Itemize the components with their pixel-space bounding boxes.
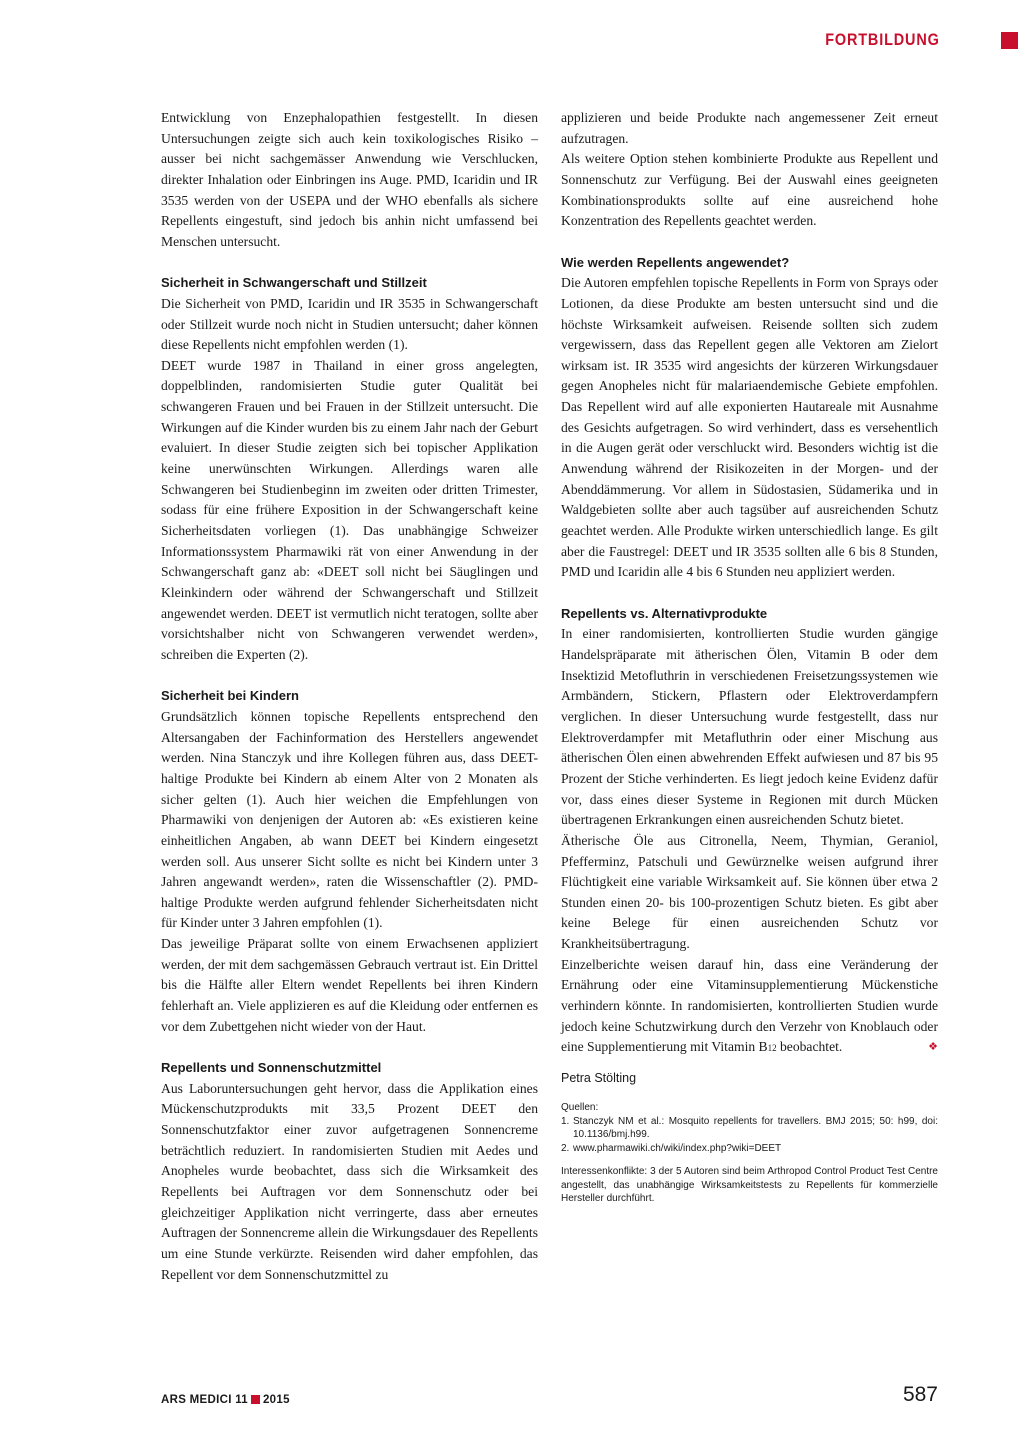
- heading-kinder: Sicherheit bei Kindern: [161, 688, 299, 704]
- references: [561, 1101, 938, 1155]
- reference-text: Stanczyk NM et al.: Mosquito repellents for travellers. BMJ 2015; 50: h99, doi: 10.1136/bmj.h99.: [573, 1115, 938, 1141]
- references-heading: Quellen:: [561, 1102, 599, 1114]
- paragraph-schwangerschaft-2: DEET wurde 1987 in Thailand in einer gross angelegten, doppelblinden, randomisierten Studie guter Qualität bei schwangeren Frauen und bei Frauen in der Stillzeit untersucht. Die Wirkungen auf die Kinder wurden bis zu einem Jahr nach der Geburt evaluiert. In dieser Studie zeigten sich bei topischer Applikation keine unerwünschten Wirkungen. Allerdings waren alle Schwangeren bei Studienbeginn im zweiten oder dritten Trimester, sodass für eine frühere Exposition in der Schwangerschaft keine Sicherheitsdaten vorliegen (1). Das unabhängige Schweizer Informationssystem Pharmawiki rät von einer Anwendung in der Schwangerschaft ganz ab: «DEET soll nicht bei Säuglingen und Kleinkindern oder während der Schwangerschaft und Stillzeit angewendet werden. DEET ist vermutlich nicht teratogen, sollte aber vorsichtshalber nicht von Schwangeren verwendet werden», schreiben die Experten (2).: [161, 357, 538, 662]
- footer-square-icon: [251, 1395, 260, 1404]
- journal-year: 2015: [262, 1394, 290, 1406]
- heading-alternativprodukte: Repellents vs. Alternativprodukte: [561, 605, 768, 621]
- paragraph-kombiprodukte: Als weitere Option stehen kombinierte Produkte aus Repellent und Sonnenschutz zur Verfügung. Bei der Auswahl eines geeigneten Kombinationsprodukts sollte auf eine ausreichend hohe Konzentration des Repellents geachtet werden.: [561, 151, 938, 229]
- references-list: [561, 1115, 938, 1156]
- author-name: Petra Stölting: [561, 1071, 637, 1086]
- reference-item: [561, 1115, 938, 1142]
- right-column: [561, 108, 938, 1206]
- heading-schwangerschaft: Sicherheit in Schwangerschaft und Stillzeit: [161, 275, 427, 291]
- reference-number: 1.: [561, 1115, 570, 1127]
- section-marker: [1001, 32, 1018, 49]
- vitamin-label: Vitamin B: [711, 1039, 768, 1055]
- section-label: FORTBILDUNG: [825, 30, 940, 49]
- paragraph-alternativ-3-text: Einzelberichte weisen darauf hin, dass eine Veränderung der Ernährung oder eine Vitaminsupplementierung Mückenstiche verhindern könnte. In randomisierten, kontrollierten Studien wurde jedoch keine Schutzwirkung durch den Verzehr von Knoblauch oder eine Supplementierung mit: [561, 956, 938, 1055]
- end-of-article-icon: ❖: [928, 1041, 938, 1054]
- reference-item: [561, 1142, 938, 1156]
- paragraph-sonnenschutz: Aus Laboruntersuchungen geht hervor, dass die Applikation eines Mückenschutzprodukts mit 33,5 Prozent DEET den Sonnenschutzfaktor einer zuvor aufgetragenen Sonnencreme beträchtlich reduziert. In randomisierten Studien mit Aedes und Anopheles wurde beobachtet, dass sich die Wirksamkeit des Repellents bei Auftragen vor dem Sonnenschutz oder bei gleichzeitiger Applikation nicht verringerte, dass aber erneutes Auftragen der Sonnencreme allein die Wirkungsdauer des Repellents um eine Stunde verkürzte. Reisenden wird daher empfohlen, das Repellent vor dem Sonnenschutzmittel zu: [161, 1080, 538, 1282]
- paragraph-kinder-1: Grundsätzlich können topische Repellents entsprechend den Altersangaben der Fachinformation des Herstellers angewendet werden. Nina Stanczyk und ihre Kollegen führen aus, dass DEET-haltige Produkte bei Kindern ab einem Alter von 2 Monaten als sicher gelten (1). Auch hier weichen die Empfehlungen von Pharmawiki von denjenigen der Autoren ab: «Es existieren keine einheitlichen Angaben, ab wann DEET bei Kindern eingesetzt werden soll. Aus unserer Sicht sollte es nicht bei Kindern unter 3 Jahren angewandt werden», raten die Wissenschaftler (2). PMD-haltige Produkte werden aufgrund fehlender Sicherheitsdaten nicht für Kinder unter 3 Jahren empfohlen (1).: [161, 708, 538, 931]
- paragraph-kinder-2: Das jeweilige Präparat sollte von einem Erwachsenen appliziert werden, der mit dem sachgemässen Gebrauch vertraut ist. Ein Drittel bis die Hälfte aller Eltern wendet Repellents bei ihren Kindern fehlerhaft an. Viele applizieren es auf die Kleidung oder entfernen es vor dem Zubettgehen nicht wieder von der Haut.: [161, 936, 538, 1034]
- journal-name: ARS MEDICI 11: [161, 1394, 248, 1406]
- paragraph-schwangerschaft-1: Die Sicherheit von PMD, Icaridin und IR 3535 in Schwangerschaft oder Stillzeit wurde noch nicht in Studien untersucht; daher können diese Repellents nicht empfohlen werden (1).: [161, 295, 538, 353]
- paragraph-alternativ-1: In einer randomisierten, kontrollierten Studie wurden gängige Handelspräparate mit ätherischen Ölen, Vitamin B oder dem Insektizid Metofluthrin in verschiedenen Freisetzungssystemen wie Armbändern, Stickern, Pflastern oder Elektroverdampfern verglichen. In dieser Untersuchung wurde festgestellt, dass nur Elektroverdampfer mit Metafluthrin oder einer Mischung aus ätherischen Ölen einen abwehrenden Effekt aufwiesen und 87 bis 95 Prozent der Stiche verhinderten. Es liegt jedoch keine Evidenz dafür vor, dass eines dieser Systeme in Regionen mit durch Mücken übertragenen Erkrankungen einen ausreichenden Schutz bietet.: [561, 626, 938, 828]
- heading-anwendung: Wie werden Repellents angewendet?: [561, 254, 790, 270]
- paragraph-anwendung: Die Autoren empfehlen topische Repellents in Form von Sprays oder Lotionen, da diese Produkte am besten untersucht sind und die höchste Wirksamkeit aufweisen. Reisende sollten sich zudem vergewissern, dass das Repellent gegen alle Vektoren am Zielort wirksam ist. IR 3535 wird angesichts der kürzeren Wirkungsdauer gegen Anopheles nicht für malariaendemische Gebiete empfohlen. Das Repellent wird auf alle exponierten Hautareale mit Ausnahme des Gesichts aufgetragen. So wird verhindert, dass es versehentlich in die Augen gerät oder verschluckt wird. Besonders wichtig ist die Anwendung während der Risikozeiten in der Morgen- und der Abenddämmerung. Vor allem in Südostasien, Südamerika und in Waldgebieten sollte aber auch tagsüber auf ausreichenden Schutz geachtet werden. Alle Produkte wirken unterschiedlich lange. Es gilt aber die Faustregel: DEET und IR 3535 sollten alle 6 bis 8 Stunden, PMD und Icaridin alle 4 bis 6 Stunden neu appliziert werden.: [561, 275, 938, 580]
- reference-text: www.pharmawiki.ch/wiki/index.php?wiki=DEET: [573, 1142, 782, 1154]
- paragraph-alternativ-2: Ätherische Öle aus Citronella, Neem, Thymian, Geraniol, Pfefferminz, Patschuli und Gewürznelke weisen aufgrund ihrer Flüchtigkeit eine variable Wirksamkeit auf. Sie können über etwa 2 Stunden einen 20- bis 100-prozentigen Schutz bieten. Es gibt aber keine Belege für einen ausreichenden Schutz vor Krankheitsübertragung.: [561, 832, 938, 952]
- vitamin-subscript: 12: [767, 1043, 777, 1054]
- reference-number: 2.: [561, 1142, 570, 1154]
- page-number: 587: [902, 1383, 938, 1406]
- heading-sonnenschutz: Repellents und Sonnenschutzmittel: [161, 1060, 382, 1075]
- left-column: [161, 108, 538, 1285]
- journal-footer: [161, 1394, 290, 1406]
- paragraph-continuation: applizieren und beide Produkte nach angemessener Zeit erneut aufzutragen.: [561, 110, 938, 146]
- paragraph-intro: Entwicklung von Enzephalopathien festgestellt. In diesen Untersuchungen zeigte sich auch kein toxikologisches Risiko – ausser bei nicht sachgemässer Anwendung wie Verschlucken, direkter Inhalation oder Einbringen ins Auge. PMD, Icaridin und IR 3535 werden von der USEPA und der WHO ebenfalls als sichere Repellents eingestuft, sind jedoch bis anhin nicht umfassend bei Menschen untersucht.: [161, 110, 538, 249]
- conflict-of-interest: Interessenkonflikte: 3 der 5 Autoren sind beim Arthropod Control Product Test Centre angestellt, das unabhängige Wirksamkeitstests zu Repellents für kommerzielle Hersteller durchführt.: [561, 1166, 938, 1205]
- paragraph-alternativ-3-end: beobachtet.: [776, 1039, 843, 1055]
- paragraph-alternativ-3: [561, 955, 938, 1059]
